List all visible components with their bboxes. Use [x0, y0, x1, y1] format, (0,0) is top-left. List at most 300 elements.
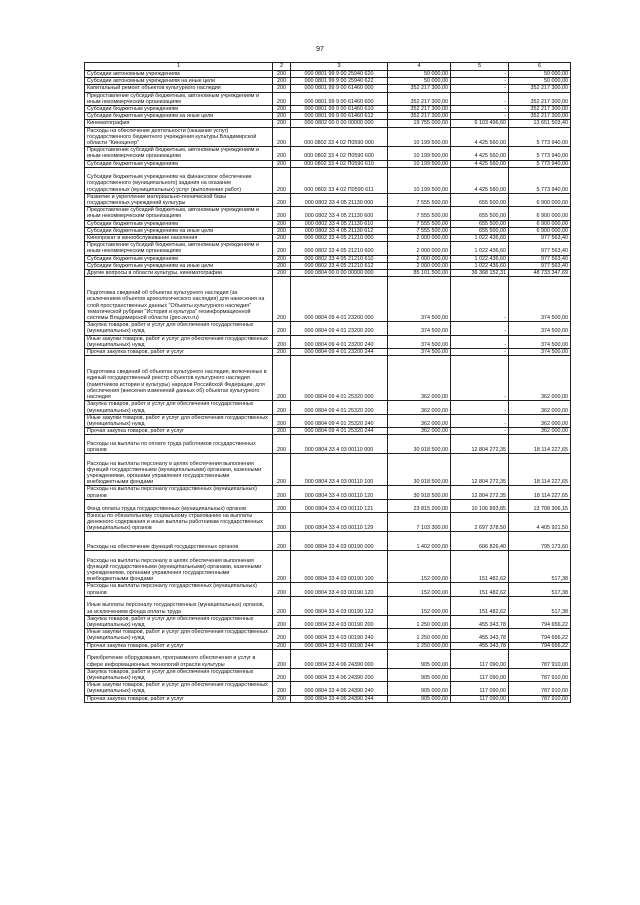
row-ved-cell: 200: [273, 414, 291, 427]
row-col4-cell: 1 250 000,00: [388, 629, 451, 642]
row-col4-cell: 30 918 500,00: [388, 435, 451, 454]
table-row: [85, 113, 571, 120]
row-col5-cell: 151 482,62: [451, 551, 509, 583]
table-row: [85, 629, 571, 642]
row-col4-cell: 2 000 000,00: [388, 262, 451, 269]
row-col4-cell: 362 000,00: [388, 414, 451, 427]
row-ved-cell: 200: [273, 242, 291, 255]
row-ved-cell: 200: [273, 401, 291, 414]
row-col6-cell: 352 217 300,00: [509, 106, 571, 113]
row-name-cell: Прочая закупка товаров, работ и услуг: [85, 695, 273, 702]
table-row: [85, 106, 571, 113]
row-name-cell: Прочая закупка товаров, работ и услуг: [85, 642, 273, 649]
row-col5-cell: 10 106 893,85: [451, 499, 509, 512]
table-row: [85, 160, 571, 167]
row-code-cell: 000 0801 99 9 00 25940 622: [291, 78, 388, 85]
table-row: [85, 335, 571, 348]
row-code-cell: 000 0802 33 4 05 21210 600: [291, 242, 388, 255]
row-name-cell: Закупка товаров, работ и услуг для обеспечения государственных (муниципальных) нужд: [85, 401, 273, 414]
row-col6-cell: 18 114 227,65: [509, 435, 571, 454]
row-col5-cell: 2 697 378,50: [451, 512, 509, 532]
row-name-cell: Закупка товаров, работ и услуг для обеспечения государственных (муниципальных) нужд: [85, 668, 273, 681]
row-ved-cell: 200: [273, 147, 291, 160]
row-col6-cell: 374 500,00: [509, 349, 571, 356]
row-col6-cell: 795 173,60: [509, 532, 571, 551]
row-col5-cell: -: [451, 401, 509, 414]
row-col5-cell: 36 368 152,31: [451, 270, 509, 277]
table-row: [85, 551, 571, 583]
row-col5-cell: 455 343,78: [451, 615, 509, 628]
row-col4-cell: 2 000 000,00: [388, 242, 451, 255]
row-ved-cell: 200: [273, 235, 291, 242]
row-name-cell: Субсидии автономным учреждениям: [85, 71, 273, 78]
row-code-cell: 000 0804 33 4 06 24390 244: [291, 695, 388, 702]
row-code-cell: 000 0801 99 9 00 61460 612: [291, 113, 388, 120]
row-col4-cell: 7 555 500,00: [388, 220, 451, 227]
row-col6-cell: 794 656,22: [509, 615, 571, 628]
table-row: [85, 499, 571, 512]
row-ved-cell: 200: [273, 220, 291, 227]
row-col5-cell: -: [451, 113, 509, 120]
row-col6-cell: 977 563,40: [509, 235, 571, 242]
row-code-cell: 000 0804 33 4 03 00110 120: [291, 486, 388, 499]
row-name-cell: Капитальный ремонт объектов культурного наследия: [85, 85, 273, 92]
row-col6-cell: 13 651 503,40: [509, 120, 571, 127]
row-col6-cell: 352 217 300,00: [509, 85, 571, 92]
row-ved-cell: 200: [273, 499, 291, 512]
table-header-row: [85, 63, 571, 71]
row-col6-cell: 5 773 940,00: [509, 167, 571, 193]
table-row: [85, 428, 571, 435]
row-ved-cell: 200: [273, 512, 291, 532]
row-ved-cell: 200: [273, 435, 291, 454]
row-col5-cell: 4 425 560,00: [451, 147, 509, 160]
row-col4-cell: 1 250 000,00: [388, 615, 451, 628]
row-ved-cell: 200: [273, 120, 291, 127]
table-row: [85, 262, 571, 269]
row-col4-cell: 362 000,00: [388, 356, 451, 401]
row-col6-cell: 517,38: [509, 551, 571, 583]
row-ved-cell: 200: [273, 532, 291, 551]
table-row: [85, 167, 571, 193]
row-name-cell: Прочая закупка товаров, работ и услуг: [85, 349, 273, 356]
row-col5-cell: 655 500,00: [451, 220, 509, 227]
row-col4-cell: 85 101 500,00: [388, 270, 451, 277]
table-row: [85, 532, 571, 551]
row-ved-cell: 200: [273, 615, 291, 628]
row-col4-cell: 50 000,00: [388, 71, 451, 78]
row-ved-cell: 200: [273, 92, 291, 105]
row-code-cell: 000 0804 09 4 01 23200 244: [291, 349, 388, 356]
row-col4-cell: 7 555 500,00: [388, 207, 451, 220]
row-name-cell: Расходы на обеспечение функций государственных органов: [85, 532, 273, 551]
row-col5-cell: 117 090,00: [451, 695, 509, 702]
row-col5-cell: 151 482,62: [451, 583, 509, 596]
row-col4-cell: 30 918 500,00: [388, 486, 451, 499]
row-col4-cell: 352 217 300,00: [388, 85, 451, 92]
row-col5-cell: 606 826,40: [451, 532, 509, 551]
table-row: [85, 642, 571, 649]
row-code-cell: 000 0802 33 4 05 21130 600: [291, 207, 388, 220]
row-code-cell: 000 0804 33 4 06 24390 200: [291, 668, 388, 681]
table-row: [85, 695, 571, 702]
row-col4-cell: 352 217 300,00: [388, 113, 451, 120]
table-row: [85, 401, 571, 414]
row-col4-cell: 352 217 300,00: [388, 92, 451, 105]
row-ved-cell: 200: [273, 113, 291, 120]
row-code-cell: 000 0802 00 0 00 00000 000: [291, 120, 388, 127]
row-ved-cell: 200: [273, 682, 291, 695]
row-col5-cell: 1 022 436,60: [451, 262, 509, 269]
row-ved-cell: 200: [273, 227, 291, 234]
row-name-cell: Субсидии автономным учреждениям на иные цели: [85, 78, 273, 85]
row-col4-cell: 374 500,00: [388, 335, 451, 348]
row-col5-cell: -: [451, 349, 509, 356]
row-code-cell: 000 0804 33 4 03 00110 100: [291, 454, 388, 486]
row-ved-cell: 200: [273, 649, 291, 668]
row-col4-cell: 905 000,00: [388, 649, 451, 668]
row-code-cell: 000 0802 33 4 05 21210 610: [291, 255, 388, 262]
row-col4-cell: 10 199 500,00: [388, 147, 451, 160]
row-code-cell: 000 0802 33 4 05 21130 612: [291, 227, 388, 234]
row-ved-cell: 200: [273, 78, 291, 85]
table-row: [85, 255, 571, 262]
row-ved-cell: 200: [273, 277, 291, 322]
row-col5-cell: 655 500,00: [451, 207, 509, 220]
row-col5-cell: 151 482,62: [451, 596, 509, 615]
row-name-cell: Закупка товаров, работ и услуг для обеспечения государственных (муниципальных) нужд: [85, 615, 273, 628]
row-name-cell: Расходы на выплаты персоналу государственных (муниципальных) органов: [85, 583, 273, 596]
column-header: 4: [388, 63, 451, 71]
row-name-cell: Прочая закупка товаров, работ и услуг: [85, 428, 273, 435]
row-col6-cell: 362 000,00: [509, 428, 571, 435]
row-ved-cell: 200: [273, 322, 291, 335]
row-col4-cell: 23 815 200,00: [388, 499, 451, 512]
row-col5-cell: 4 425 560,00: [451, 127, 509, 147]
row-col4-cell: 30 918 500,00: [388, 454, 451, 486]
row-code-cell: 000 0804 33 4 03 00190 244: [291, 642, 388, 649]
table-row: [85, 85, 571, 92]
row-ved-cell: 200: [273, 349, 291, 356]
row-col5-cell: -: [451, 335, 509, 348]
table-row: [85, 71, 571, 78]
row-col5-cell: -: [451, 106, 509, 113]
row-col4-cell: 19 755 000,00: [388, 120, 451, 127]
row-col6-cell: 50 000,00: [509, 71, 571, 78]
row-col6-cell: 18 114 227,65: [509, 486, 571, 499]
row-code-cell: 000 0804 33 4 03 00190 200: [291, 615, 388, 628]
column-header: 2: [273, 63, 291, 71]
row-col6-cell: 787 910,00: [509, 649, 571, 668]
row-col4-cell: 905 000,00: [388, 668, 451, 681]
row-name-cell: Субсидии бюджетным учреждениям на иные цели: [85, 227, 273, 234]
row-name-cell: Расходы на выплаты персоналу в целях обеспечения выполнения функций государственными (муниципальными) органами, казенными учреждениями, органами управления государственными внебюджетными фондами: [85, 454, 273, 486]
row-col5-cell: 12 804 272,35: [451, 486, 509, 499]
column-header: 1: [85, 63, 273, 71]
row-name-cell: Расходы на выплаты персоналу государственных (муниципальных) органов: [85, 486, 273, 499]
table-row: [85, 596, 571, 615]
column-header: 3: [291, 63, 388, 71]
row-name-cell: Расходы на выплаты персоналу в целях обеспечения выполнения функций государственными (муниципальными) органами, казенными учреждениями, органами управления государственными внебюджетными фондами: [85, 551, 273, 583]
row-ved-cell: 200: [273, 583, 291, 596]
row-name-cell: Расходы на выплаты по оплате труда работников государственных органов: [85, 435, 273, 454]
row-col5-cell: 1 022 436,60: [451, 235, 509, 242]
row-name-cell: Расходы на обеспечение деятельности (оказание услуг) государственного бюджетного учреждения культуры Владимирской области "Киноцентр": [85, 127, 273, 147]
row-code-cell: 000 0804 09 4 01 23200 240: [291, 335, 388, 348]
row-col6-cell: 18 114 227,65: [509, 454, 571, 486]
row-ved-cell: 200: [273, 695, 291, 702]
row-code-cell: 000 0804 33 4 03 00190 240: [291, 629, 388, 642]
column-header: 6: [509, 63, 571, 71]
budget-table: [84, 62, 571, 703]
row-col4-cell: 2 000 000,00: [388, 255, 451, 262]
table-row: [85, 486, 571, 499]
row-ved-cell: 200: [273, 428, 291, 435]
row-code-cell: 000 0802 33 4 02 П0590 610: [291, 160, 388, 167]
row-col6-cell: 5 773 940,00: [509, 147, 571, 160]
row-col5-cell: -: [451, 414, 509, 427]
row-name-cell: Взносы по обязательному социальному страхованию на выплаты денежного содержания и иные выплаты работникам государственных (муниципальных) органов: [85, 512, 273, 532]
row-ved-cell: 200: [273, 85, 291, 92]
table-row: [85, 512, 571, 532]
row-ved-cell: 200: [273, 71, 291, 78]
row-code-cell: 000 0801 99 9 00 25940 620: [291, 71, 388, 78]
table-row: [85, 682, 571, 695]
row-col4-cell: 10 199 500,00: [388, 160, 451, 167]
table-row: [85, 349, 571, 356]
row-ved-cell: 200: [273, 270, 291, 277]
row-col6-cell: 352 217 300,00: [509, 113, 571, 120]
row-col6-cell: 374 500,00: [509, 335, 571, 348]
row-col5-cell: 1 022 436,60: [451, 242, 509, 255]
table-row: [85, 322, 571, 335]
row-col6-cell: 787 910,00: [509, 682, 571, 695]
row-col6-cell: 362 000,00: [509, 356, 571, 401]
row-code-cell: 000 0804 09 4 01 25320 200: [291, 401, 388, 414]
row-col4-cell: 362 000,00: [388, 401, 451, 414]
table-row: [85, 242, 571, 255]
row-code-cell: 000 0801 99 9 00 61460 610: [291, 106, 388, 113]
row-name-cell: Приобретение оборудования, программного обеспечения и услуг в сфере информационных технологий отрасли культуры: [85, 649, 273, 668]
row-name-cell: Развитие и укрепление материально-технической базы государственных учреждений культуры: [85, 193, 273, 206]
row-code-cell: 000 0804 09 4 01 23200 000: [291, 277, 388, 322]
table-row: [85, 270, 571, 277]
row-code-cell: 000 0804 09 4 01 25320 000: [291, 356, 388, 401]
row-col6-cell: 517,38: [509, 596, 571, 615]
row-col5-cell: 1 022 436,60: [451, 255, 509, 262]
row-name-cell: Субсидии бюджетным учреждениям на иные цели: [85, 113, 273, 120]
table-row: [85, 193, 571, 206]
row-code-cell: 000 0802 33 4 02 П0590 611: [291, 167, 388, 193]
row-code-cell: 000 0804 33 4 06 24390 000: [291, 649, 388, 668]
row-name-cell: Субсидии бюджетным учреждениям: [85, 160, 273, 167]
row-name-cell: Иные закупки товаров, работ и услуг для обеспечения государственных (муниципальных) нужд: [85, 335, 273, 348]
row-ved-cell: 200: [273, 642, 291, 649]
row-col5-cell: -: [451, 277, 509, 322]
table-row: [85, 277, 571, 322]
row-code-cell: 000 0804 09 4 01 25320 244: [291, 428, 388, 435]
row-ved-cell: 200: [273, 106, 291, 113]
row-ved-cell: 200: [273, 207, 291, 220]
table-row: [85, 147, 571, 160]
row-col6-cell: 787 910,00: [509, 668, 571, 681]
row-col5-cell: -: [451, 71, 509, 78]
row-code-cell: 000 0804 33 4 03 00190 120: [291, 583, 388, 596]
row-ved-cell: 200: [273, 127, 291, 147]
row-code-cell: 000 0802 33 4 02 П0590 600: [291, 147, 388, 160]
row-col4-cell: 152 000,00: [388, 551, 451, 583]
row-col6-cell: 5 773 940,00: [509, 160, 571, 167]
row-name-cell: Подготовка сведений об объектах культурного наследия, включенных в единый государственный реестр объектов культурного наследия (памятников истории и культуры) народов Российской Федерации, для обеспечения (внесения изменений данных об) объектах культурного наследия: [85, 356, 273, 401]
row-name-cell: Иные закупки товаров, работ и услуг для обеспечения государственных (муниципальных) нужд: [85, 414, 273, 427]
budget-table-body: [85, 63, 571, 703]
row-col4-cell: 7 103 300,00: [388, 512, 451, 532]
table-row: [85, 127, 571, 147]
row-col6-cell: 352 217 300,00: [509, 92, 571, 105]
row-col6-cell: 4 405 921,50: [509, 512, 571, 532]
row-code-cell: 000 0804 00 0 00 00000 000: [291, 270, 388, 277]
row-code-cell: 000 0804 33 4 03 00110 121: [291, 499, 388, 512]
row-name-cell: Субсидии бюджетным учреждениям на финансовое обеспечение государственного (муниципального) задания на оказание государственных (муниципальных) услуг (выполнение работ): [85, 167, 273, 193]
row-col5-cell: 455 343,78: [451, 642, 509, 649]
row-name-cell: Субсидии бюджетным учреждениям на иные цели: [85, 262, 273, 269]
row-col4-cell: 50 000,00: [388, 78, 451, 85]
row-code-cell: 000 0804 33 4 03 00190 122: [291, 596, 388, 615]
row-name-cell: Предоставление субсидий бюджетным, автономным учреждениям и иным некоммерческим организациям: [85, 92, 273, 105]
row-code-cell: 000 0802 33 4 05 21130 610: [291, 220, 388, 227]
row-col6-cell: 50 000,00: [509, 78, 571, 85]
row-code-cell: 000 0802 33 4 05 21130 000: [291, 193, 388, 206]
row-name-cell: Предоставление субсидий бюджетным, автономным учреждениям и иным некоммерческим организациям: [85, 147, 273, 160]
row-name-cell: Субсидии бюджетным учреждениям: [85, 220, 273, 227]
row-col6-cell: 794 656,22: [509, 629, 571, 642]
row-col6-cell: 6 900 000,00: [509, 220, 571, 227]
row-col4-cell: 374 500,00: [388, 349, 451, 356]
row-col4-cell: 2 000 000,00: [388, 235, 451, 242]
row-ved-cell: 200: [273, 486, 291, 499]
row-col4-cell: 7 555 500,00: [388, 193, 451, 206]
row-col6-cell: 794 656,22: [509, 642, 571, 649]
table-row: [85, 235, 571, 242]
row-ved-cell: 200: [273, 167, 291, 193]
row-name-cell: Иные закупки товаров, работ и услуг для обеспечения государственных (муниципальных) нужд: [85, 682, 273, 695]
row-col5-cell: 12 804 272,35: [451, 454, 509, 486]
row-col5-cell: 12 804 272,35: [451, 435, 509, 454]
row-name-cell: Другие вопросы в области культуры, кинематографии: [85, 270, 273, 277]
row-ved-cell: 200: [273, 668, 291, 681]
row-col6-cell: 374 500,00: [509, 322, 571, 335]
table-row: [85, 120, 571, 127]
row-name-cell: Фонд оплаты труда государственных (муниципальных) органов: [85, 499, 273, 512]
row-ved-cell: 200: [273, 255, 291, 262]
row-col5-cell: 655 500,00: [451, 193, 509, 206]
row-code-cell: 000 0802 33 4 02 П0590 000: [291, 127, 388, 147]
row-col5-cell: 6 103 496,60: [451, 120, 509, 127]
row-col5-cell: -: [451, 356, 509, 401]
table-row: [85, 454, 571, 486]
row-col4-cell: 152 000,00: [388, 583, 451, 596]
table-row: [85, 649, 571, 668]
row-code-cell: 000 0801 99 9 00 61460 600: [291, 92, 388, 105]
row-col6-cell: 977 563,40: [509, 242, 571, 255]
row-col6-cell: 362 000,00: [509, 401, 571, 414]
row-code-cell: 000 0802 33 4 05 21210 000: [291, 235, 388, 242]
table-row: [85, 207, 571, 220]
table-row: [85, 356, 571, 401]
row-code-cell: 000 0804 33 4 06 24390 240: [291, 682, 388, 695]
row-code-cell: 000 0804 09 4 01 25320 240: [291, 414, 388, 427]
row-col5-cell: 655 500,00: [451, 227, 509, 234]
table-row: [85, 615, 571, 628]
row-ved-cell: 200: [273, 262, 291, 269]
row-col5-cell: -: [451, 92, 509, 105]
row-col4-cell: 362 000,00: [388, 428, 451, 435]
row-col4-cell: 7 555 500,00: [388, 227, 451, 234]
row-col6-cell: 977 563,40: [509, 262, 571, 269]
row-name-cell: Иные закупки товаров, работ и услуг для обеспечения государственных (муниципальных) нужд: [85, 629, 273, 642]
row-col5-cell: -: [451, 85, 509, 92]
row-col5-cell: 117 090,00: [451, 682, 509, 695]
row-col5-cell: 117 090,00: [451, 649, 509, 668]
table-row: [85, 668, 571, 681]
row-name-cell: Иные выплаты персоналу государственных (муниципальных) органов, за исключением фонда оплаты труда: [85, 596, 273, 615]
row-name-cell: Субсидии бюджетным учреждениям: [85, 255, 273, 262]
row-col6-cell: 787 910,00: [509, 695, 571, 702]
row-ved-cell: 200: [273, 551, 291, 583]
row-name-cell: Закупка товаров, работ и услуг для обеспечения государственных (муниципальных) нужд: [85, 322, 273, 335]
row-name-cell: Кинопрокат и кинообслуживание населения: [85, 235, 273, 242]
table-row: [85, 220, 571, 227]
row-col6-cell: 6 900 000,00: [509, 193, 571, 206]
table-row: [85, 227, 571, 234]
row-col6-cell: 13 708 306,15: [509, 499, 571, 512]
row-code-cell: 000 0804 33 4 03 00110 129: [291, 512, 388, 532]
row-col6-cell: 362 000,00: [509, 414, 571, 427]
table-row: [85, 414, 571, 427]
row-col4-cell: 10 199 500,00: [388, 167, 451, 193]
row-col4-cell: 374 500,00: [388, 277, 451, 322]
row-name-cell: Кинематография: [85, 120, 273, 127]
table-row: [85, 78, 571, 85]
row-col6-cell: 517,38: [509, 583, 571, 596]
row-col5-cell: -: [451, 78, 509, 85]
row-col5-cell: 4 425 560,00: [451, 167, 509, 193]
row-ved-cell: 200: [273, 454, 291, 486]
row-ved-cell: 200: [273, 629, 291, 642]
table-row: [85, 435, 571, 454]
row-col5-cell: 117 090,00: [451, 668, 509, 681]
row-col4-cell: 374 500,00: [388, 322, 451, 335]
row-col4-cell: 905 000,00: [388, 695, 451, 702]
row-code-cell: 000 0804 09 4 01 23200 200: [291, 322, 388, 335]
row-name-cell: Предоставление субсидий бюджетным, автономным учреждениям и иным некоммерческим организациям: [85, 207, 273, 220]
row-col6-cell: 374 500,00: [509, 277, 571, 322]
row-col6-cell: 6 900 000,00: [509, 207, 571, 220]
row-ved-cell: 200: [273, 160, 291, 167]
page-number: 97: [316, 46, 324, 53]
row-col4-cell: 10 199 500,00: [388, 127, 451, 147]
row-col4-cell: 352 217 300,00: [388, 106, 451, 113]
row-code-cell: 000 0801 99 9 00 61460 000: [291, 85, 388, 92]
row-col5-cell: 4 425 560,00: [451, 160, 509, 167]
row-code-cell: 000 0804 33 4 03 00110 000: [291, 435, 388, 454]
row-col4-cell: 152 000,00: [388, 596, 451, 615]
row-code-cell: 000 0804 33 4 03 00190 100: [291, 551, 388, 583]
row-ved-cell: 200: [273, 193, 291, 206]
row-ved-cell: 200: [273, 596, 291, 615]
row-name-cell: Предоставление субсидий бюджетным, автономным учреждениям и иным некоммерческим организациям: [85, 242, 273, 255]
row-col6-cell: 48 733 347,69: [509, 270, 571, 277]
